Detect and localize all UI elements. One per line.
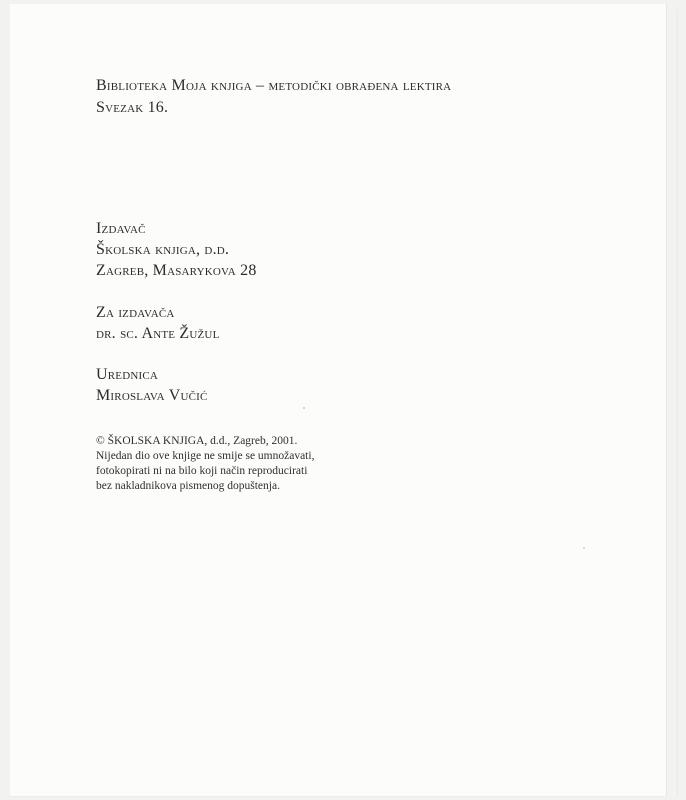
page-edge	[674, 10, 678, 796]
copyright-line: © ŠKOLSKA KNJIGA, d.d., Zagreb, 2001.	[96, 435, 298, 447]
paper-speck	[303, 407, 305, 409]
copyright-line: Nijedan dio ove knjige ne smije se umnožavati,	[96, 450, 315, 462]
editor-name: Miroslava Vučić	[96, 387, 208, 404]
copyright-line: fotokopirati ni na bilo koji način reproducirati	[96, 465, 308, 477]
for-publisher-name: dr. sc. Ante Žužul	[96, 325, 220, 342]
volume-number: Svezak 16.	[96, 99, 169, 116]
copyright-notice	[96, 434, 314, 494]
copyright-line: bez nakladnikova pismenog dopuštenja.	[96, 480, 280, 492]
for-publisher-block	[96, 302, 220, 344]
publisher-block	[96, 218, 257, 281]
publisher-name: Školska knjiga, d.d.	[96, 241, 230, 258]
paper-speck	[583, 547, 585, 549]
publisher-address: Zagreb, Masarykova 28	[96, 262, 257, 279]
editor-block	[96, 364, 208, 406]
for-publisher-label: Za izdavača	[96, 304, 175, 321]
publisher-label: Izdavač	[96, 220, 146, 237]
series-title: Biblioteka Moja knjiga – metodički obrađena lektira	[96, 77, 452, 94]
editor-label: Urednica	[96, 366, 159, 383]
